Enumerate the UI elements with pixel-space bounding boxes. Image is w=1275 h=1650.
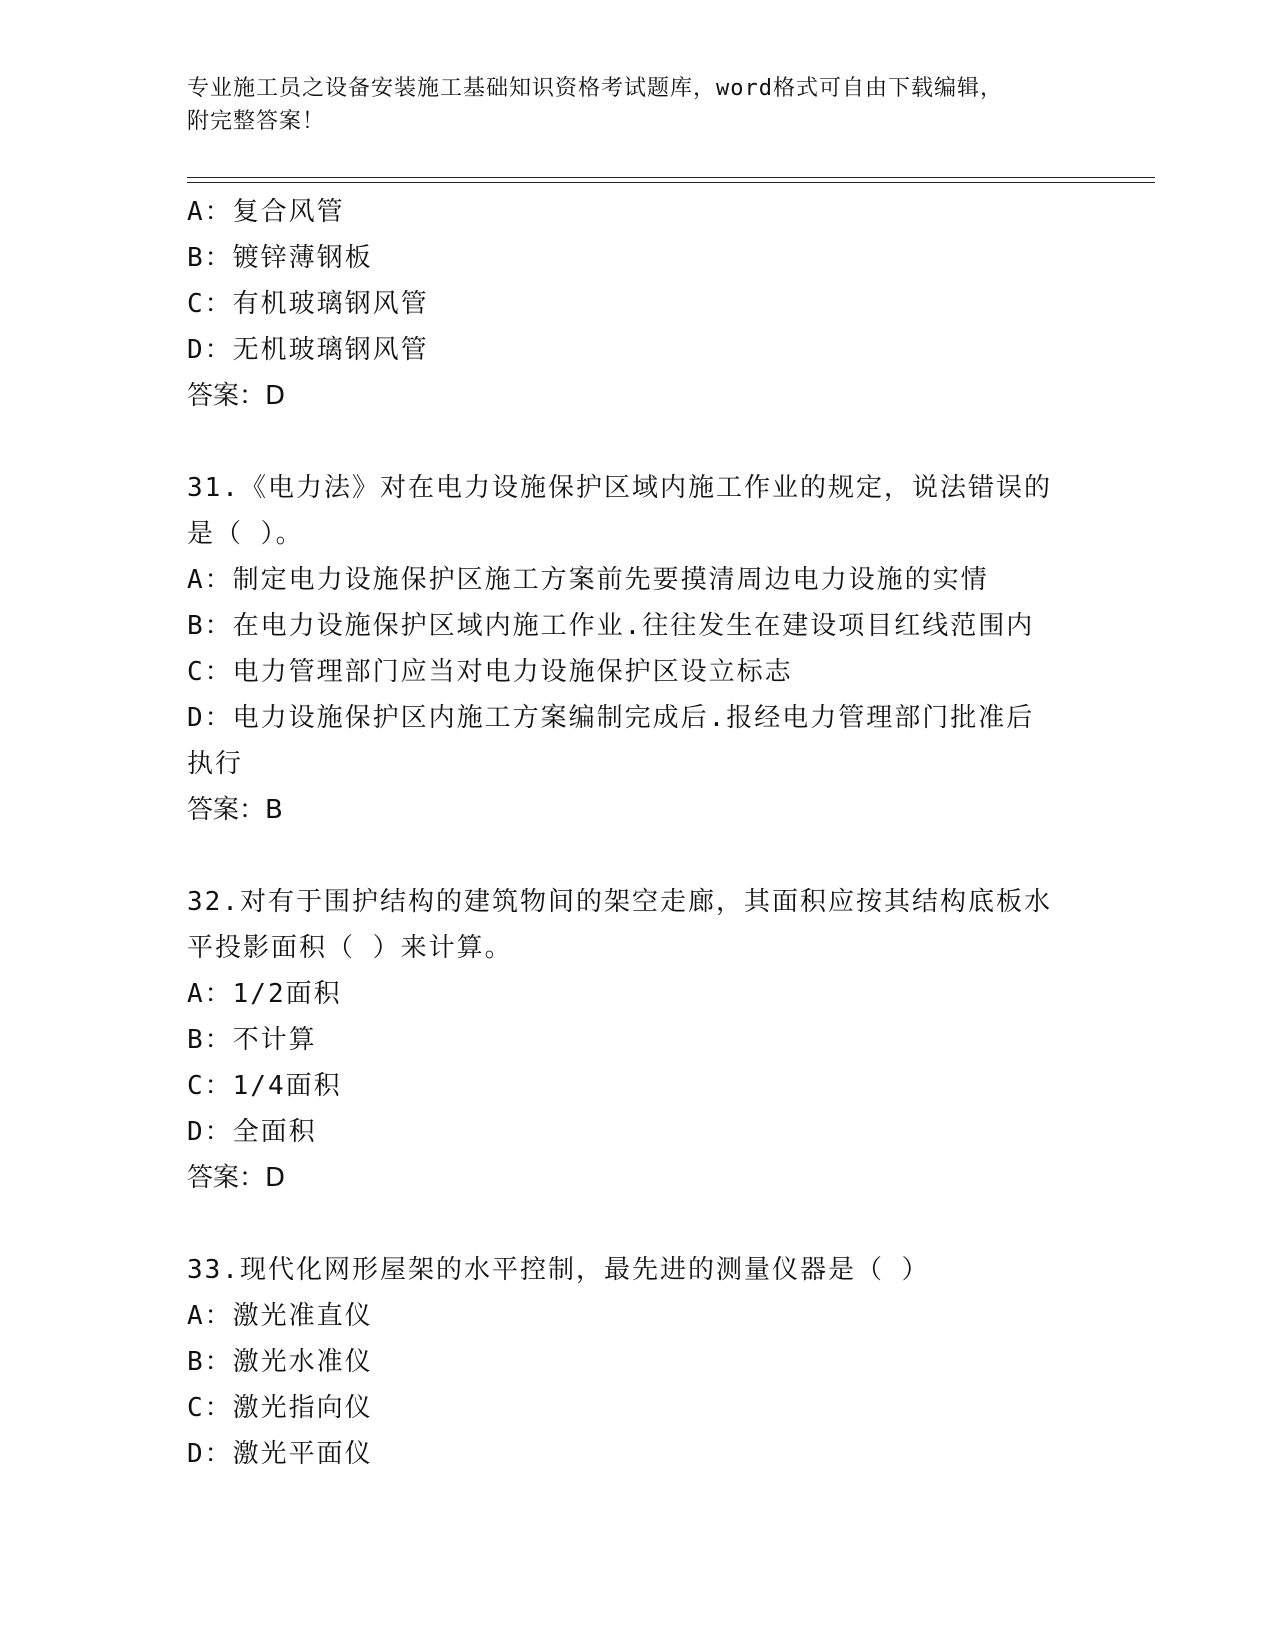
spacer (187, 1201, 1107, 1247)
option-a: A：制定电力设施保护区施工方案前先要摸清周边电力设施的实情 (187, 565, 989, 595)
question-stem: 32.对有于围护结构的建筑物间的架空走廊，其面积应按其结构底板水 (187, 887, 1052, 917)
document-header (187, 72, 1087, 138)
option-c: C：1/4面积 (187, 1071, 342, 1101)
option-d: D：电力设施保护区内施工方案编制完成后.报经电力管理部门批准后 (187, 703, 1035, 733)
option-a: A：激光准直仪 (187, 1301, 373, 1331)
spacer (187, 833, 1107, 879)
option-b: B：镀锌薄钢板 (187, 243, 373, 273)
header-line-2: 附完整答案！ (187, 109, 326, 134)
answer-line: 答案：B (187, 795, 283, 825)
option-d-continued: 执行 (187, 749, 244, 779)
header-divider-bottom (187, 182, 1155, 183)
answer-line: 答案：D (187, 381, 286, 411)
question-block-30 (187, 189, 1107, 419)
spacer (187, 419, 1107, 465)
option-c: C：激光指向仪 (187, 1393, 373, 1423)
option-b: B：激光水准仪 (187, 1347, 373, 1377)
option-b: B：不计算 (187, 1025, 317, 1055)
option-c: C：电力管理部门应当对电力设施保护区设立标志 (187, 657, 793, 687)
question-stem: 31.《电力法》对在电力设施保护区域内施工作业的规定，说法错误的 (187, 473, 1052, 503)
answer-line: 答案：D (187, 1163, 286, 1193)
option-d: D：无机玻璃钢风管 (187, 335, 429, 365)
option-c: C：有机玻璃钢风管 (187, 289, 429, 319)
question-list (187, 189, 1107, 1477)
header-line-1: 专业施工员之设备安装施工基础知识资格考试题库，word格式可自由下载编辑， (187, 76, 1003, 101)
option-d: D：全面积 (187, 1117, 317, 1147)
question-stem-continued: 平投影面积（ ）来计算。 (187, 933, 513, 963)
question-block-31 (187, 465, 1107, 833)
option-a: A：1/2面积 (187, 979, 342, 1009)
option-b: B：在电力设施保护区域内施工作业.往往发生在建设项目红线范围内 (187, 611, 1035, 641)
option-d: D：激光平面仪 (187, 1439, 373, 1469)
question-block-33 (187, 1247, 1107, 1477)
header-divider-top (187, 177, 1155, 178)
question-stem-continued: 是（ ）。 (187, 519, 304, 549)
question-block-32 (187, 879, 1107, 1201)
question-stem: 33.现代化网形屋架的水平控制，最先进的测量仪器是（ ） (187, 1255, 930, 1285)
option-a: A：复合风管 (187, 197, 345, 227)
